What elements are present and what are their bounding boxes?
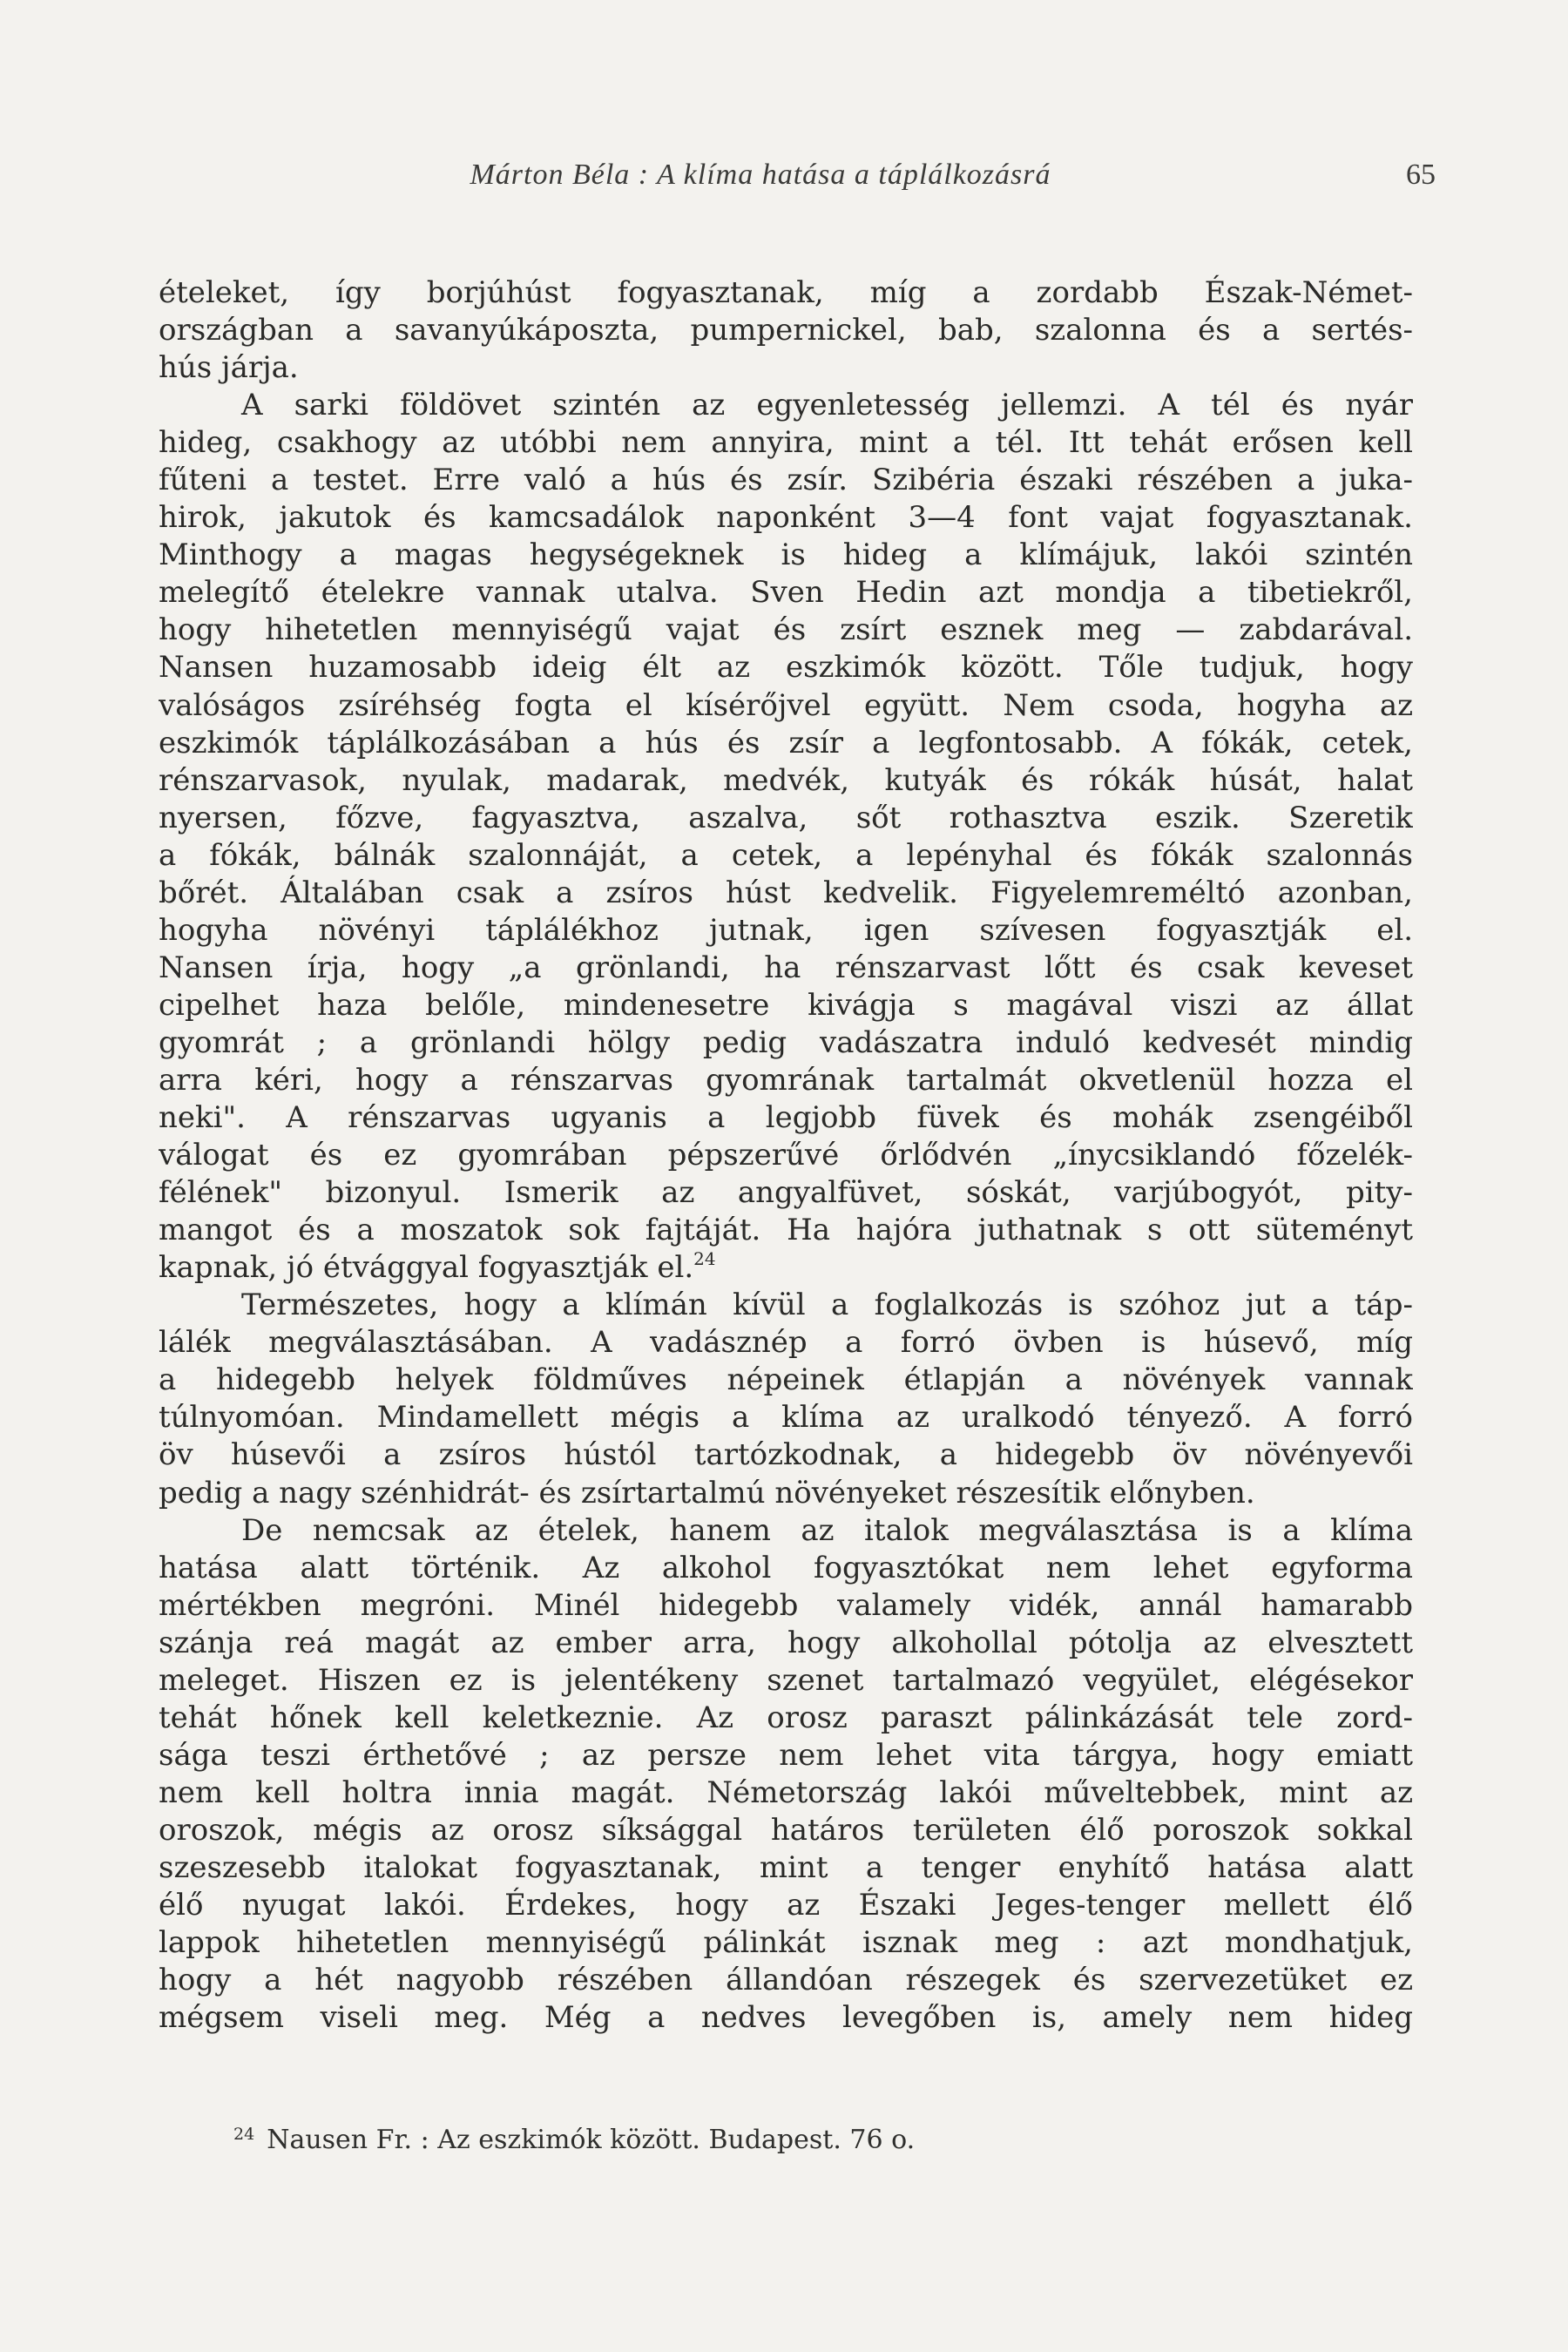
text-line: hideg, csakhogy az utóbbi nem annyira, mint a tél. Itt tehát erősen kell [159, 425, 1413, 461]
page-number: 65 [1406, 159, 1436, 191]
text-line: arra kéri, hogy a rénszarvas gyomrának tartalmát okvetlenül hozza el [159, 1062, 1413, 1098]
text-line: pedig a nagy szénhidrát- és zsírtartalmú növényeket részesítik előnyben. [159, 1475, 1255, 1511]
text-line: mértékben megróni. Minél hidegebb valamely vidék, annál hamarabb [159, 1587, 1413, 1623]
text-line: hirok, jakutok és kamcsadálok naponként 3—4 font vajat fogyasztanak. [159, 500, 1413, 536]
footnote-text: Nausen Fr. : Az eszkimók között. Budapest. 76 o. [267, 2125, 916, 2155]
text-line: nyersen, főzve, fagyasztva, aszalva, sőt rothasztva eszik. Szeretik [159, 800, 1413, 835]
text-line: mégsem viseli meg. Még a nedves levegőben is, amely nem hideg [159, 2000, 1413, 2036]
text-line: kapnak, jó étvággyal fogyasztják el. [159, 1250, 694, 1286]
text-line: a hidegebb helyek földműves népeinek étlapján a növények vannak [159, 1362, 1413, 1398]
text-line: lálék megválasztásában. A vadásznép a forró övben is húsevő, míg [159, 1325, 1413, 1361]
text-line-with-footnote-ref [159, 1249, 1413, 1287]
text-line: lappok hihetetlen mennyiségű pálinkát isznak meg : azt mondhatjuk, [159, 1925, 1413, 1961]
footnote-number: 24 [233, 2125, 255, 2144]
text-line: szeszesebb italokat fogyasztanak, mint a tenger enyhítő hatása alatt [159, 1849, 1413, 1885]
text-line: hogy hihetetlen mennyiségű vajat és zsírt esznek meg — zabdarával. [159, 612, 1413, 648]
text-line: cipelhet haza belőle, mindenesetre kivágja s magával viszi az állat [159, 987, 1413, 1023]
running-head [164, 159, 1436, 211]
text-line: valóságos zsíréhség fogta el kísérőjvel együtt. Nem csoda, hogyha az [159, 687, 1413, 723]
text-line: rénszarvasok, nyulak, madarak, medvék, kutyák és rókák húsát, halat [159, 762, 1413, 798]
text-line: hogyha növényi táplálékhoz jutnak, igen szívesen fogyasztják el. [159, 912, 1413, 948]
text-line: oroszok, mégis az orosz síksággal határos területen élő poroszok sokkal [159, 1812, 1413, 1848]
text-line: a fókák, bálnák szalonnáját, a cetek, a lepényhal és fókák szalonnás [159, 837, 1413, 873]
text-line: hús járja. [159, 350, 299, 386]
text-line: Természetes, hogy a klímán kívül a foglalkozás is szóhoz jut a táp- [241, 1288, 1413, 1323]
text-line: félének" bizonyul. Ismerik az angyalfüvet, sóskát, varjúbogyót, pity- [159, 1175, 1413, 1211]
text-line: Minthogy a magas hegységeknek is hideg a klímájuk, lakói szintén [159, 537, 1413, 573]
text-line: fűteni a testet. Erre való a hús és zsír. Szibéria északi részében a juka- [159, 463, 1413, 498]
text-line: tehát hőnek kell keletkeznie. Az orosz paraszt pálinkázását tele zord- [159, 1700, 1413, 1735]
text-line: sága teszi érthetővé ; az persze nem lehet vita tárgya, hogy emiatt [159, 1737, 1413, 1773]
text-line: De nemcsak az ételek, hanem az italok megválasztása is a klíma [241, 1512, 1413, 1548]
footnote-ref: 24 [693, 1249, 716, 1270]
text-line: túlnyomóan. Mindamellett mégis a klíma az uralkodó tényező. A forró [159, 1400, 1413, 1436]
text-line: élő nyugat lakói. Érdekes, hogy az Északi Jeges-tenger mellett élő [159, 1888, 1413, 1923]
text-line: országban a savanyúkáposzta, pumpernickel, bab, szalonna és a sertés- [159, 313, 1413, 348]
text-line: Nansen írja, hogy „a grönlandi, ha rénszarvast lőtt és csak keveset [159, 950, 1413, 985]
text-line: A sarki földövet szintén az egyenletesség jellemzi. A tél és nyár [241, 388, 1413, 423]
text-line: meleget. Hiszen ez is jelentékeny szenet tartalmazó vegyület, elégésekor [159, 1662, 1413, 1698]
text-line: öv húsevői a zsíros hústól tartózkodnak, a hidegebb öv növényevői [159, 1437, 1413, 1473]
body-text [159, 274, 1413, 2037]
text-line: bőrét. Általában csak a zsíros húst kedvelik. Figyelemreméltó azonban, [159, 875, 1413, 910]
footnote [233, 2115, 915, 2159]
text-line: szánja reá magát az ember arra, hogy alkohollal pótolja az elvesztett [159, 1625, 1413, 1660]
text-line: melegítő ételekre vannak utalva. Sven Hedin azt mondja a tibetiekről, [159, 575, 1413, 611]
text-line: hatása alatt történik. Az alkohol fogyasztókat nem lehet egyforma [159, 1550, 1413, 1585]
text-line: gyomrát ; a grönlandi hölgy pedig vadászatra induló kedvesét mindig [159, 1024, 1413, 1060]
text-line: ételeket, így borjúhúst fogyasztanak, míg a zordabb Észak-Német- [159, 275, 1413, 310]
running-title: Márton Béla : A klíma hatása a táplálkozásrá [470, 159, 1051, 191]
text-line: Nansen huzamosabb ideig élt az eszkimók között. Tőle tudjuk, hogy [159, 650, 1413, 686]
text-line: nem kell holtra innia magát. Németország lakói műveltebbek, mint az [159, 1774, 1413, 1810]
text-line: neki". A rénszarvas ugyanis a legjobb füvek és mohák zsengéiből [159, 1100, 1413, 1136]
text-line: eszkimók táplálkozásában a hús és zsír a legfontosabb. A fókák, cetek, [159, 725, 1413, 760]
text-line: válogat és ez gyomrában pépszerűvé őrlődvén „ínycsiklandó főzelék- [159, 1138, 1413, 1173]
text-line: mangot és a moszatok sok fajtáját. Ha hajóra juthatnak s ott süteményt [159, 1213, 1413, 1248]
text-line: hogy a hét nagyobb részében állandóan részegek és szervezetüket ez [159, 1963, 1413, 1998]
